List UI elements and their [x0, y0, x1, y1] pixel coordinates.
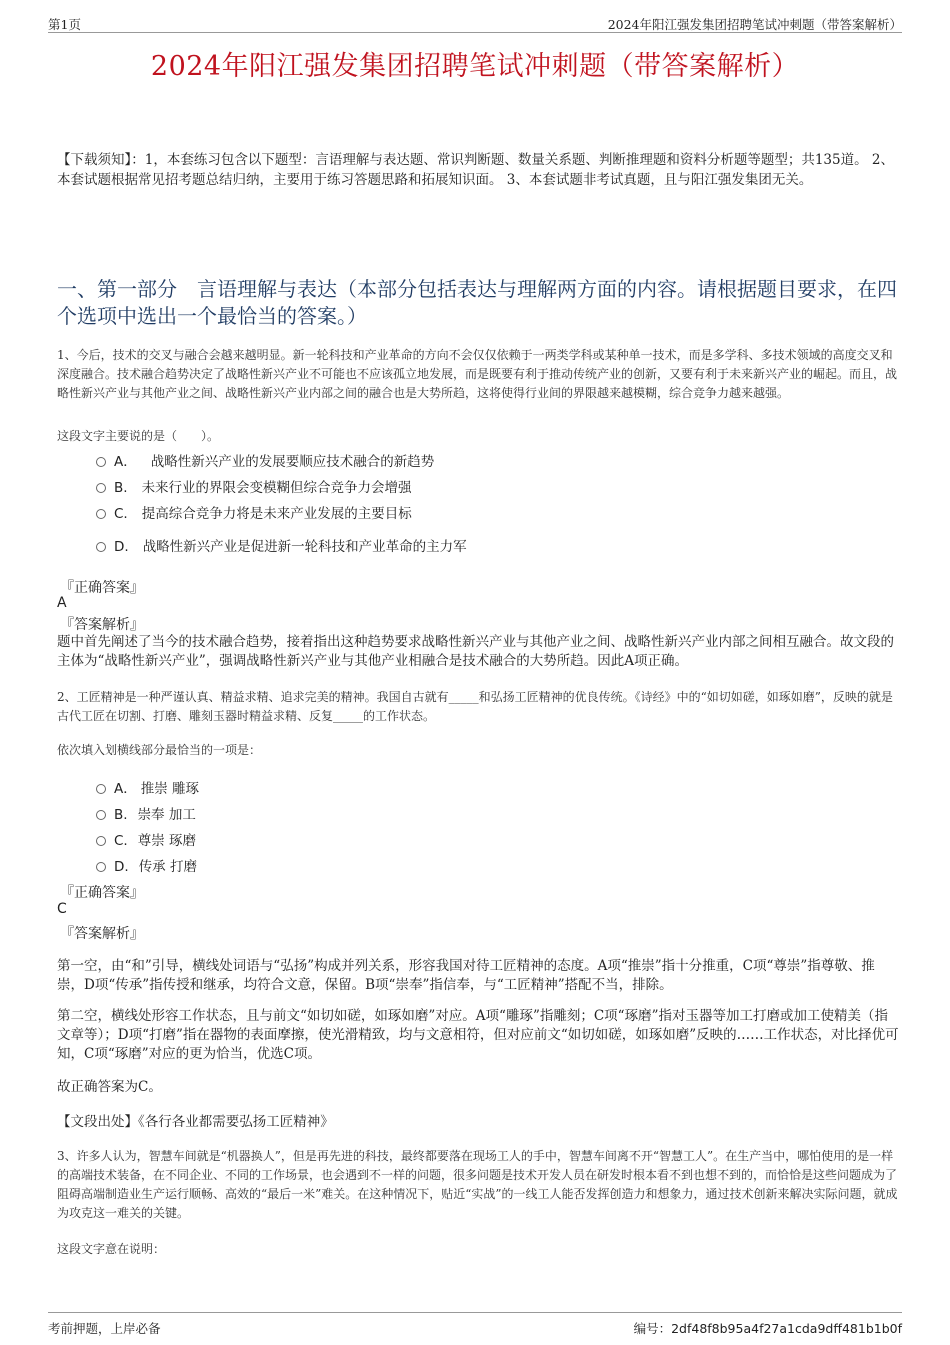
radio-icon[interactable]	[96, 509, 106, 519]
q2-analysis-3: 故正确答案为C。	[57, 1079, 162, 1095]
radio-icon[interactable]	[96, 457, 106, 467]
q2-source: 【文段出处】《各行各业都需要弘扬工匠精神》	[57, 1114, 334, 1130]
footer-code: 编号：2df48f8b95a4f27a1cda9dff481b1b0f	[633, 1321, 902, 1336]
q2-answer: C	[57, 901, 67, 917]
page-header	[48, 12, 902, 33]
q2-option-b[interactable]: B. 崇奉 加工	[96, 803, 196, 823]
q1-option-b[interactable]: B. 未来行业的界限会变模糊但综合竞争力会增强	[96, 476, 412, 496]
q1-option-d[interactable]: D. 战略性新兴产业是促进新一轮科技和产业革命的主力军	[96, 535, 467, 555]
radio-icon[interactable]	[96, 483, 106, 493]
q2-analysis-label: 『答案解析』	[60, 926, 144, 942]
q2-analysis-2: 第二空，横线处形容工作状态，且与前文“如切如磋，如琢如磨”对应。A项“雕琢”指雕刻；C项“琢磨”指对玉器等加工打磨或加工使精美（指文章等）；D项“打磨”指在器物的表面摩擦，使光滑精致，均与文意相符，但对应前文“如切如磋，如琢如磨”反映的……工作状态，对比择优可知，C项“琢磨”对应的更为恰当，优选C项。	[57, 1008, 899, 1062]
q1-option-c[interactable]: C. 提高综合竞争力将是未来产业发展的主要目标	[96, 502, 412, 522]
q2-option-a[interactable]: A． 推崇 雕琢	[96, 777, 199, 797]
footer-slogan: 考前押题，上岸必备	[48, 1321, 161, 1336]
q1-question: 这段文字主要说的是（ ）。	[57, 429, 220, 443]
q2-answer-label: 『正确答案』	[60, 885, 144, 901]
page-title: 2024年阳江强发集团招聘笔试冲刺题（带答案解析）	[150, 51, 800, 82]
radio-icon[interactable]	[96, 862, 106, 872]
q3-question: 这段文字意在说明：	[57, 1242, 166, 1256]
q3-stem: 3、许多人认为，智慧车间就是“机器换人”，但是再先进的科技，最终都要落在现场工人的手中，智慧车间离不开“智慧工人”。在生产当中，哪怕使用的是一样的高端技术装备，在不同企业、不同的工作场景，也会遇到不一样的问题，很多问题是技术开发人员在研发时根本看不到也想不到的，而恰恰是这些问题成为了阻碍高端制造业生产运行顺畅、高效的“最后一米”难关。在这种情况下，贴近“实战”的一线工人能否发挥创造力和想象力，通过技术创新来解决实际问题，就成为攻克这一难关的关键。	[57, 1149, 898, 1220]
q1-analysis-label: 『答案解析』	[60, 617, 144, 633]
q1-stem: 1、今后，技术的交叉与融合会越来越明显。新一轮科技和产业革命的方向不会仅仅依赖于一两类学科或某种单一技术，而是多学科、多技术领域的高度交叉和深度融合。技术融合趋势决定了战略性新兴产业不可能也不应该孤立地发展，而是既要有利于推动传统产业的创新，又要有利于未来新兴产业的崛起。而且，战略性新兴产业与其他产业之间、战略性新兴产业内部之间的融合也是大势所趋，这将使得行业间的界限越来越模糊，综合竞争力越来越强。	[57, 348, 898, 400]
page-number: 第1页	[48, 17, 81, 32]
download-notice: 【下载须知】：1，本套练习包含以下题型：言语理解与表达题、常识判断题、数量关系题、判断推理题和资料分析题等题型；共135道。 2、本套试题根据常见招考题总结归纳，主要用于练习答题思路和拓展知识面。 3、本套试题非考试真题，且与阳江强发集团无关。	[57, 152, 894, 188]
q2-stem: 2、工匠精神是一种严谨认真、精益求精、追求完美的精神。我国自古就有_____和弘扬工匠精神的优良传统。《诗经》中的“如切如磋，如琢如磨”，反映的就是古代工匠在切割、打磨、雕刻玉器时精益求精、反复_____的工作状态。	[57, 690, 893, 723]
q1-answer: A	[57, 595, 67, 611]
q2-option-c[interactable]: C. 尊崇 琢磨	[96, 829, 196, 849]
radio-icon[interactable]	[96, 810, 106, 820]
q2-option-d[interactable]: D. 传承 打磨	[96, 855, 197, 875]
q1-analysis: 题中首先阐述了当今的技术融合趋势，接着指出这种趋势要求战略性新兴产业与其他产业之间、战略性新兴产业内部之间相互融合。故文段的主体为“战略性新兴产业”，强调战略性新兴产业与其他产业相融合是技术融合的大势所趋。因此A项正确。	[57, 634, 894, 669]
radio-icon[interactable]	[96, 542, 106, 552]
q2-question: 依次填入划横线部分最恰当的一项是：	[57, 743, 262, 757]
radio-icon[interactable]	[96, 836, 106, 846]
header-doc-title: 2024年阳江强发集团招聘笔试冲刺题（带答案解析）	[607, 17, 902, 32]
q1-answer-label: 『正确答案』	[60, 580, 144, 596]
q1-option-a[interactable]: A． 战略性新兴产业的发展要顺应技术融合的新趋势	[96, 450, 434, 470]
section-heading: 一、第一部分 言语理解与表达（本部分包括表达与理解两方面的内容。请根据题目要求，在四个选项中选出一个最恰当的答案。）	[57, 277, 897, 328]
q2-analysis-1: 第一空，由“和”引导，横线处词语与“弘扬”构成并列关系，形容我国对待工匠精神的态度。A项“推崇”指十分推重，C项“尊崇”指尊敬、推崇，D项“传承”指传授和继承，均符合文意，保留。B项“崇奉”指信奉，与“工匠精神”搭配不当，排除。	[57, 958, 875, 993]
radio-icon[interactable]	[96, 784, 106, 794]
page-footer	[48, 1312, 902, 1343]
